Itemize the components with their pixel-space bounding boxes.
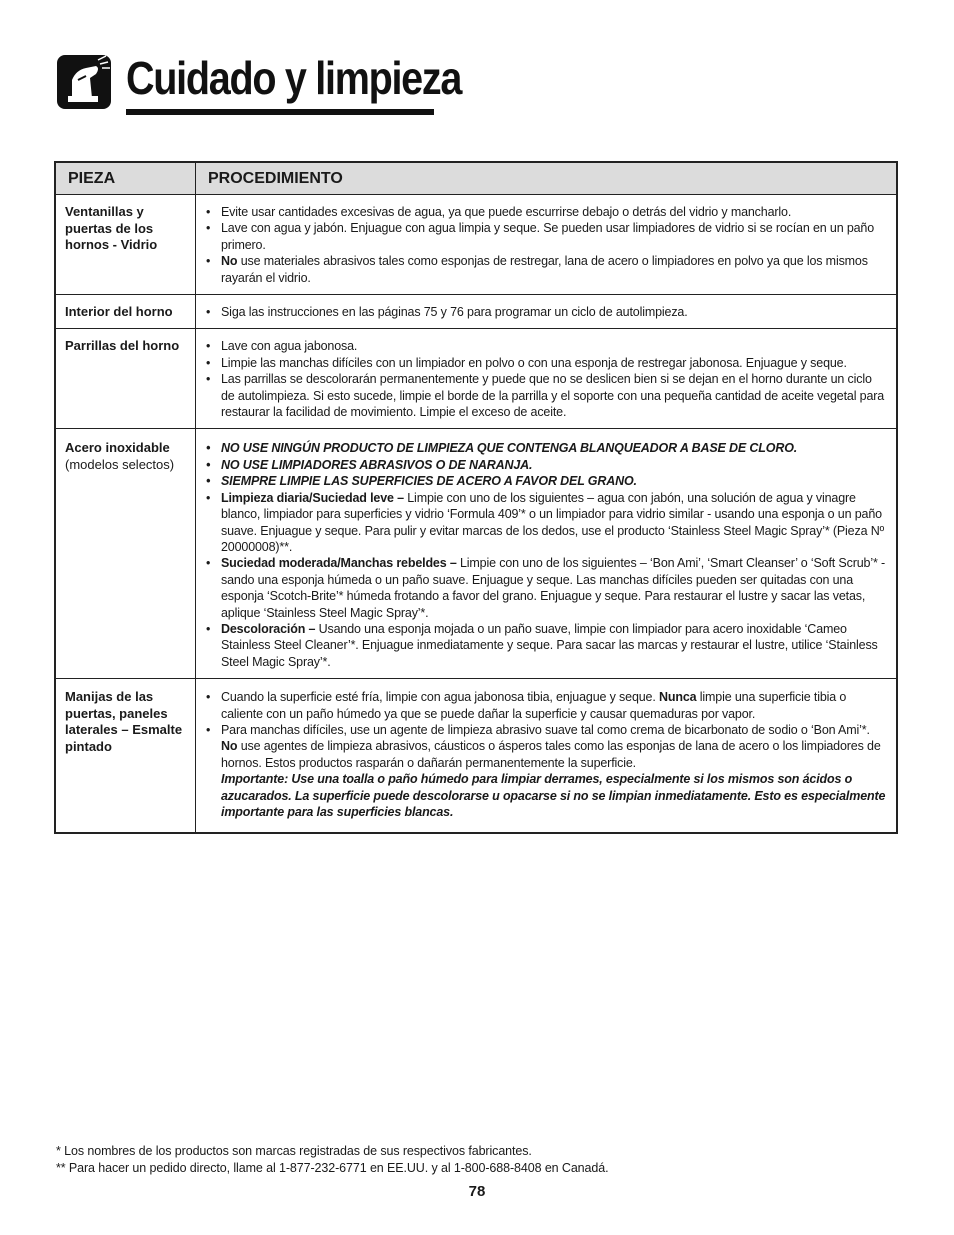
item-text: Para manchas difíciles, use un agente de limpieza abrasivo suave tal como crema de bicarbonato de sodio o ‘Bon Ami’*. — [221, 722, 870, 737]
list-item — [206, 621, 886, 670]
list-item — [206, 722, 886, 771]
part-name: Ventanillas y puertas de los hornos - Vidrio — [65, 204, 158, 252]
table-row — [56, 295, 896, 329]
item-text: Limpie con uno de los siguientes – ‘Bon Ami’, ‘Smart Cleanser’ o ‘Soft Scrub’* - sando una esponja húmeda o un paño suave. Enjuague y seque. Las manchas difíciles pueden ser quitadas con una esponja ‘Scotch-Brite’* húmeda frotando a favor del grano. Enjuague y seque. Para restaurar el lustre y sacar las vetas, aplique ‘Stainless Steel Magic Spray’*. — [221, 556, 886, 620]
footnote-ordering: ** Para hacer un pedido directo, llame al 1-877-232-6771 en EE.UU. y al 1-800-688-8408 en Canadá. — [56, 1161, 609, 1175]
title-underline — [126, 109, 434, 115]
list-item — [206, 490, 886, 556]
emphasis-text: Descoloración – — [221, 621, 316, 636]
table-row — [56, 329, 896, 429]
list-item: • Evite usar cantidades excesivas de agua, ya que puede escurrirse debajo o detrás del vidrio y mancharlo. — [206, 204, 886, 220]
cleaning-hand-icon — [56, 54, 112, 110]
list-item: • Lave con agua y jabón. Enjuague con agua limpia y seque. Se pueden usar limpiadores de vidrio si se rocían en un paño primero. — [206, 220, 886, 253]
table-header — [56, 163, 896, 195]
procedure-cell — [196, 679, 896, 832]
emphasis-text: Suciedad moderada/Manchas rebeldes – — [221, 556, 457, 571]
cleaning-table — [54, 161, 898, 834]
column-header-procedure: PROCEDIMIENTO — [208, 170, 343, 187]
list-item: • Las parrillas se descolorarán permanentemente y puede que no se deslicen bien si se dejan en el horno durante un ciclo de autolimpieza. Si esto sucede, limpie el borde de la parrilla y el soporte con una pequeña cantidad de aceite vegetal para restaurar la facilidad de movimiento. Limpie el exceso de aceite. — [206, 371, 886, 420]
emphasis-text: Nunca — [659, 690, 697, 705]
procedure-cell — [196, 429, 896, 678]
list-item: • Limpie las manchas difíciles con un limpiador en polvo o con una esponja de restregar jabonosa. Enjuague y seque. — [206, 355, 886, 371]
part-cell — [56, 679, 196, 832]
list-item: • Siga las instrucciones en las páginas 75 y 76 para programar un ciclo de autolimpieza. — [206, 304, 886, 320]
footnotes — [56, 1143, 896, 1177]
page-title: Cuidado y limpieza — [126, 52, 462, 104]
part-name: Acero inoxidable — [65, 440, 170, 456]
part-cell — [56, 295, 196, 328]
part-name: Parrillas del horno — [65, 338, 180, 354]
item-text: Cuando la superficie esté fría, limpie con agua jabonosa tibia, enjuague y seque. — [221, 690, 659, 705]
emphasis-text: No — [221, 254, 238, 269]
emphasis-text: Limpieza diaria/Suciedad leve – — [221, 490, 404, 505]
important-note: Importante: Use una toalla o paño húmedo para limpiar derrames, especialmente si los mismos son ácidos o azucarados. La superficie puede descolorarse u opacarse si no se limpian inmediatamente. Esto es especialmente importante para las superficies blancas. — [221, 772, 886, 819]
item-text: limpie una superficie tibia o caliente con un paño húmedo ya que se puede dañar la superficie y causar quemaduras por vapor. — [221, 690, 847, 721]
warning-item: • NO USE NINGÚN PRODUCTO DE LIMPIEZA QUE CONTENGA BLANQUEADOR A BASE DE CLORO. — [206, 440, 886, 456]
list-item — [206, 555, 886, 621]
item-text: Limpie con uno de los siguientes – agua con jabón, una solución de agua y vinagre blanco, limpiador para superficies y vidrio ‘Formula 409’* o un limpiador para vidrio similar - usando una esponja o un paño suave. Enjuague y seque. Para pulir y evitar marcas de los dedos, use el producto ‘Stainless Steel Magic Spray’* (Pieza Nº 20000008)**. — [221, 490, 885, 554]
page-number: 78 — [468, 1183, 486, 1200]
procedure-cell — [196, 195, 896, 294]
item-text: use agentes de limpieza abrasivos, cáusticos o ásperos tales como las esponjas de lana de acero o los limpiadores de hornos. Estos productos rasparán o dañarán permanentemente la superficie. — [221, 739, 881, 770]
part-note: (modelos selectos) — [65, 456, 175, 472]
part-name: Manijas de las puertas, paneles laterales – Esmalte pintado — [65, 689, 183, 754]
table-row — [56, 195, 896, 295]
page-header — [56, 48, 462, 116]
footnote-trademarks: * Los nombres de los productos son marcas registradas de sus respectivos fabricantes. — [56, 1144, 532, 1158]
item-text: Usando una esponja mojada o un paño suave, limpie con limpiador para acero inoxidable ‘Cameo Stainless Steel Cleaner’*. Enjuague inmediatamente y seque. Para sacar las marcas y restaurar el lustre, utilice ‘Stainless Steel Magic Spray’*. — [221, 621, 878, 669]
item-text: use materiales abrasivos tales como esponjas de restregar, lana de acero o limpiadores en polvo ya que los mismos rayarán el vidrio. — [221, 254, 868, 285]
part-cell — [56, 195, 196, 294]
list-item — [206, 689, 886, 722]
procedure-cell — [196, 295, 896, 328]
procedure-cell — [196, 329, 896, 428]
part-name: Interior del horno — [65, 304, 173, 320]
table-row — [56, 429, 896, 679]
column-header-part: PIEZA — [56, 163, 196, 194]
part-cell — [56, 329, 196, 428]
emphasis-text: No — [221, 739, 238, 754]
warning-item: • SIEMPRE LIMPIE LAS SUPERFICIES DE ACERO A FAVOR DEL GRANO. — [206, 473, 886, 489]
table-row — [56, 679, 896, 832]
list-item: • Lave con agua jabonosa. — [206, 338, 886, 354]
list-item — [206, 253, 886, 286]
warning-item: • NO USE LIMPIADORES ABRASIVOS O DE NARANJA. — [206, 457, 886, 473]
part-cell — [56, 429, 196, 678]
